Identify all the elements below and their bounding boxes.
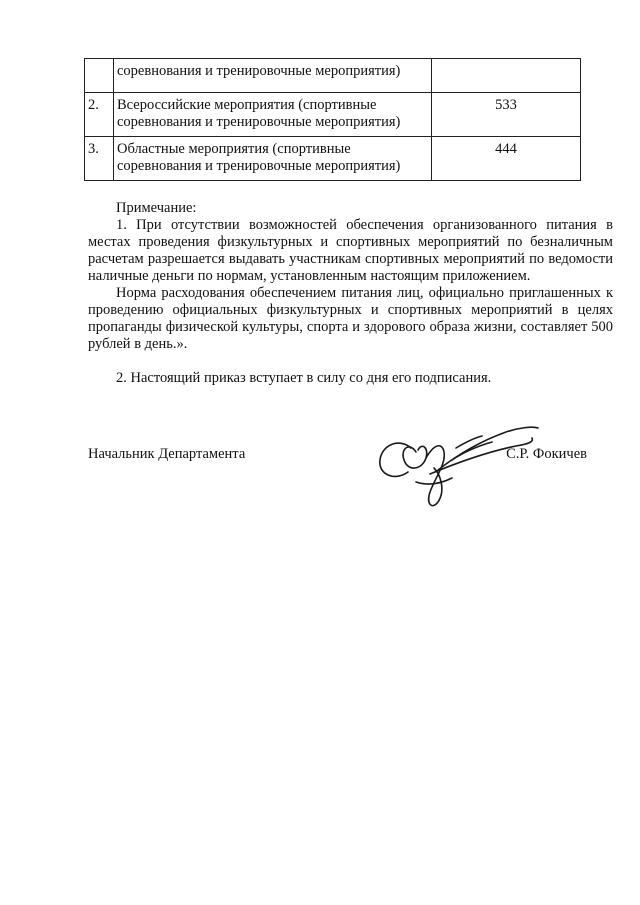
spacer <box>88 353 613 370</box>
table-row <box>85 93 581 137</box>
event-name-line: соревнования и тренировочные мероприятия) <box>117 114 401 130</box>
norm-value: 533 <box>432 93 581 137</box>
note-section <box>88 200 613 387</box>
norms-table <box>84 58 581 181</box>
event-name <box>114 137 432 181</box>
event-name <box>114 59 432 93</box>
event-name <box>114 93 432 137</box>
note-title: Примечание: <box>116 200 197 216</box>
event-name-line: соревнования и тренировочные мероприятия) <box>117 158 401 174</box>
norm-value <box>432 59 581 93</box>
row-number <box>85 59 114 93</box>
norm-value: 444 <box>432 137 581 181</box>
event-name-line: Областные мероприятия (спортивные <box>117 141 351 157</box>
table-row <box>85 59 581 93</box>
event-name-line: соревнования и тренировочные мероприятия) <box>117 63 401 79</box>
row-number: 3. <box>85 137 114 181</box>
event-name-line: Всероссийские мероприятия (спортивные <box>117 97 377 113</box>
signatory-name: С.Р. Фокичев <box>506 446 587 462</box>
signatory-position: Начальник Департамента <box>88 446 246 462</box>
handwritten-signature <box>356 412 546 512</box>
note-item-1-norm: Норма расходования обеспечением питания лиц, официально приглашенных к проведению официальных физкультурных и спортивных мероприятий в целях пропаганды физической культуры, спорта и здорового образа жизни, составляет 500 рублей в день.». <box>88 285 613 352</box>
table-row <box>85 137 581 181</box>
order-item-2: 2. Настоящий приказ вступает в силу со дня его подписания. <box>116 370 492 386</box>
row-number: 2. <box>85 93 114 137</box>
note-item-1: 1. При отсутствии возможностей обеспечения организованного питания в местах проведения физкультурных и спортивных мероприятий по безналичным расчетам разрешается выдавать участникам спортивных мероприятий по ведомости наличные деньги по нормам, установленным настоящим приложением. <box>88 217 613 284</box>
